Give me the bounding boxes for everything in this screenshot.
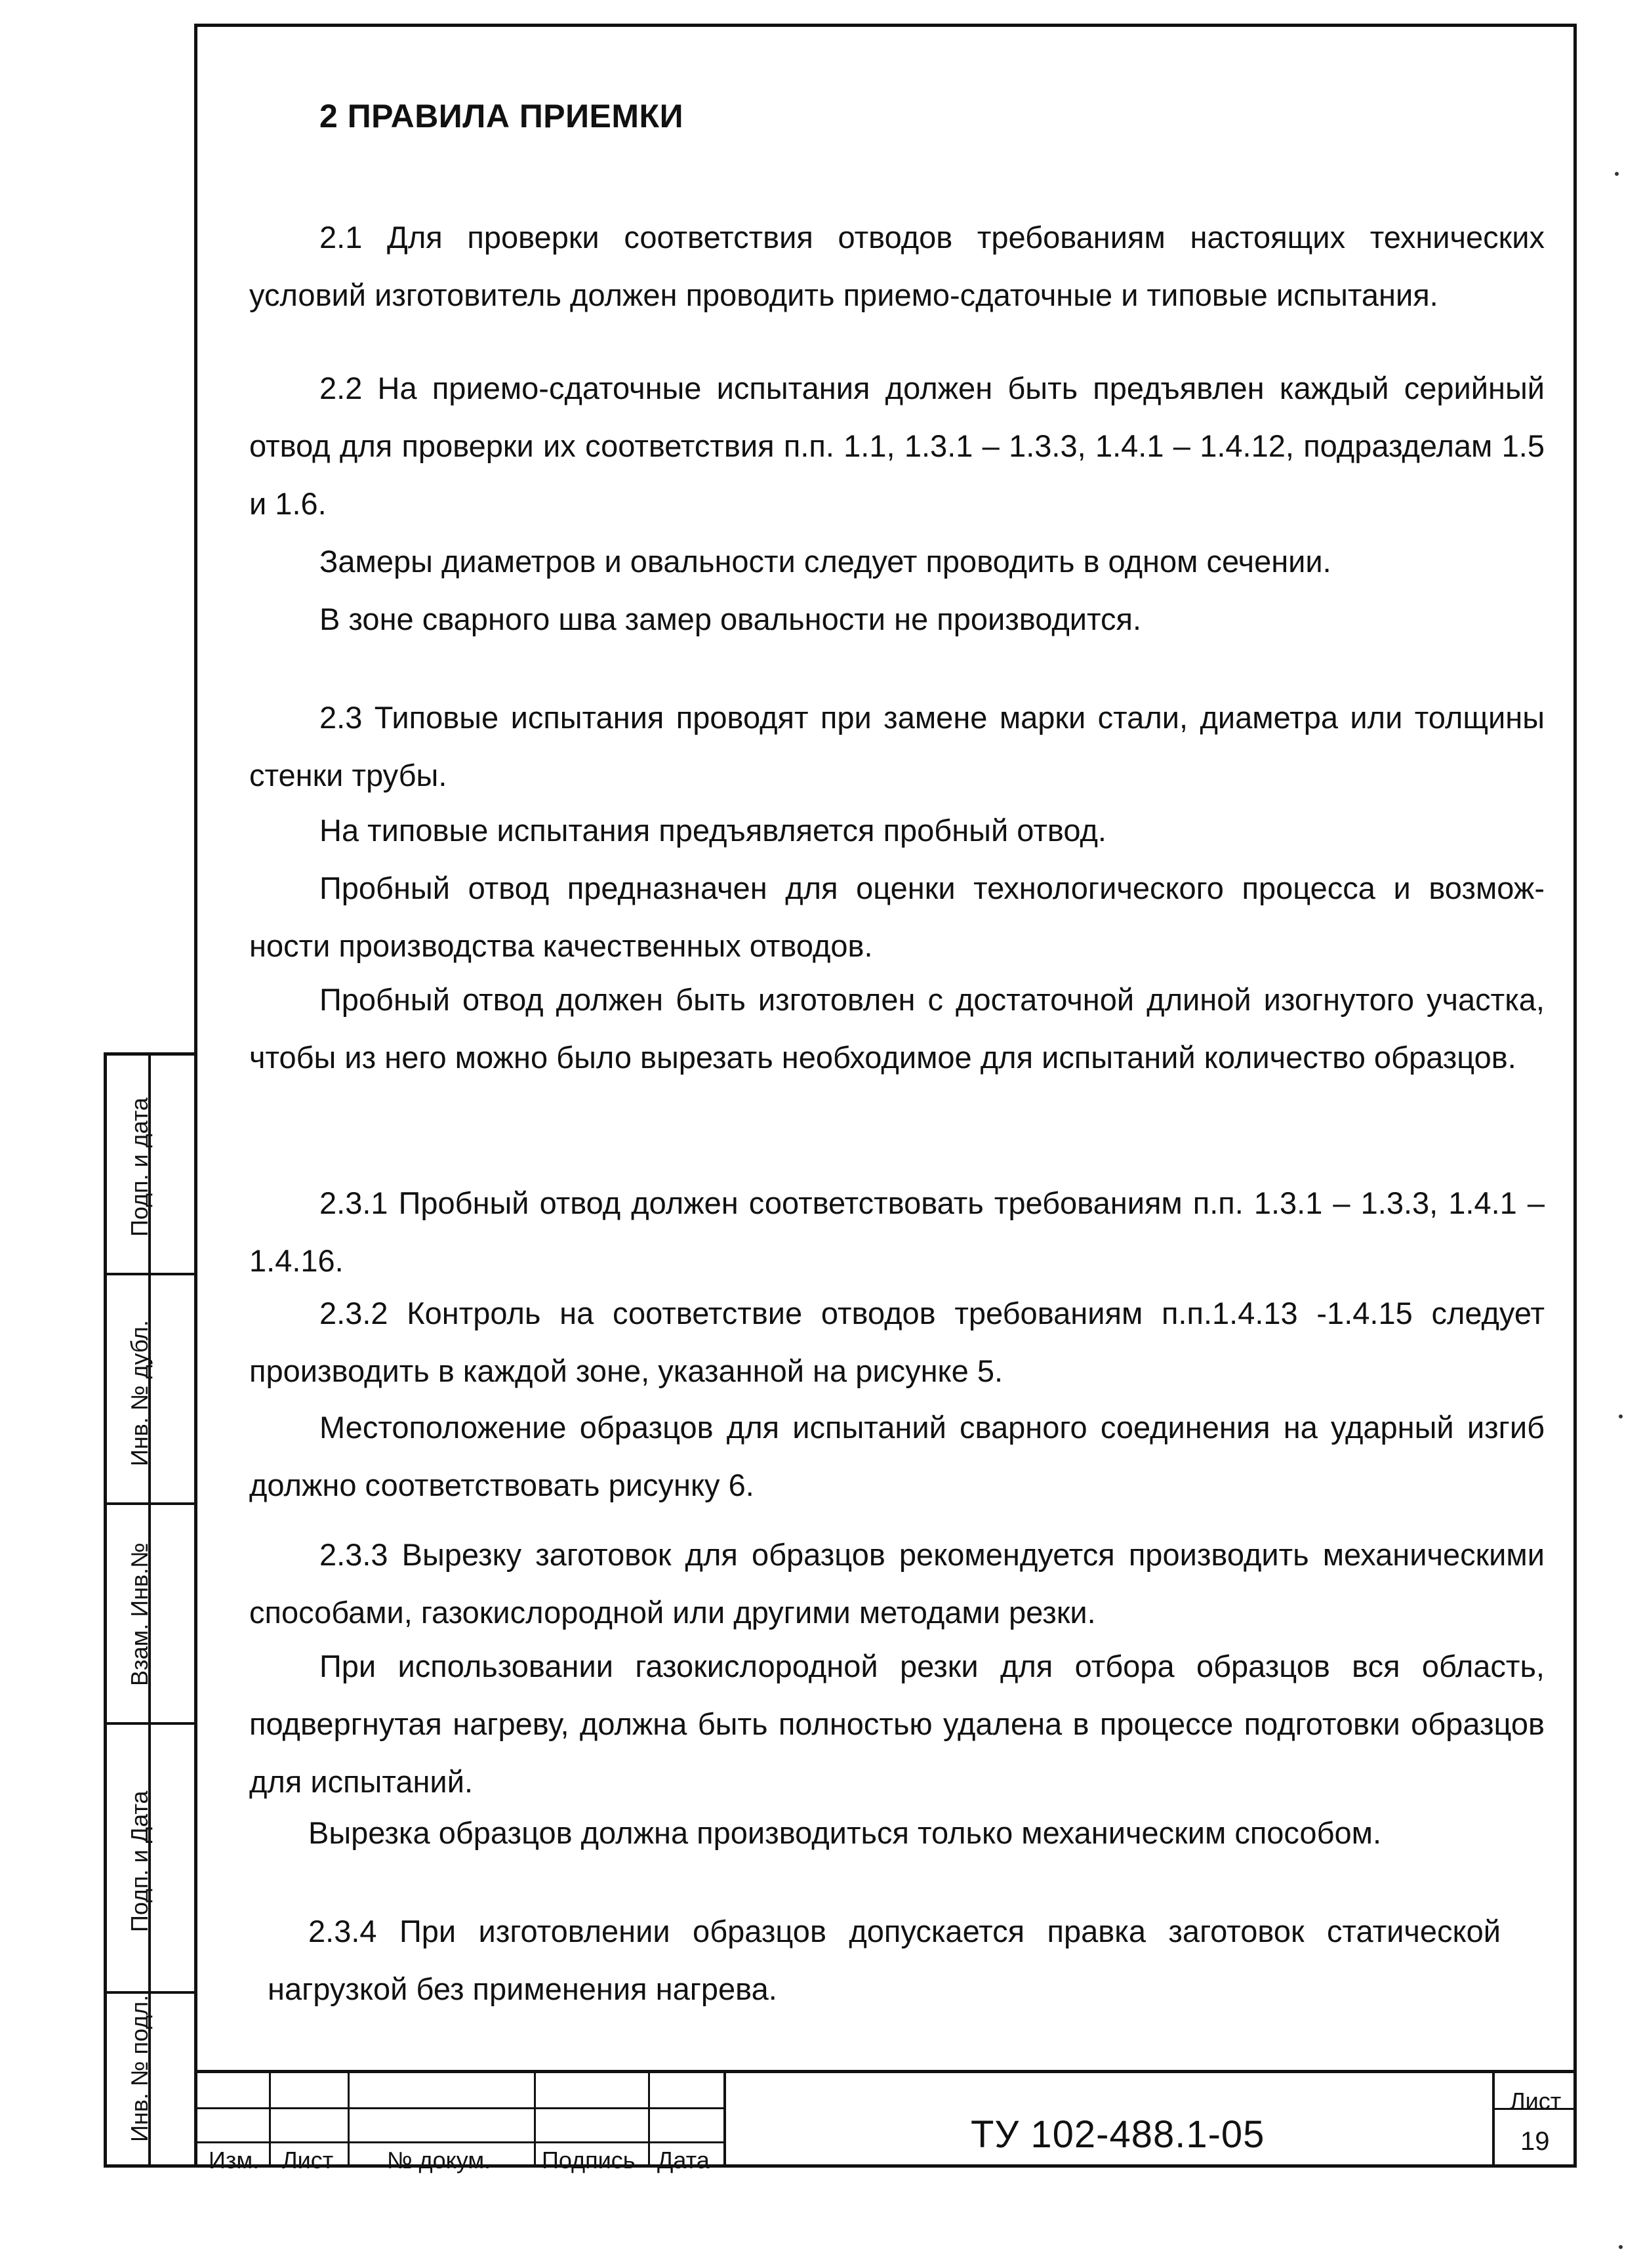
paragraph-trial-sample: На типовые испытания предъявляется пробный отвод. xyxy=(319,813,1106,848)
title-block-col-line xyxy=(1492,2070,1495,2168)
title-block-top-line xyxy=(194,2070,1577,2073)
col-label-list: Лист xyxy=(282,2147,334,2174)
paragraph-2-3-1: 2.3.1 Пробный отвод должен соответствовать требованиям п.п. 1.3.1 – 1.3.3, 1.4.1 – 1.4.16. xyxy=(249,1186,1545,1278)
col-label-izm: Изм. xyxy=(209,2147,260,2174)
binding-strip-row-divider xyxy=(104,1502,194,1505)
col-label-sign: Подпись xyxy=(542,2147,636,2174)
paragraph-gas-cutting: При использовании газокислородной резки для отбора образцов вся область, подвергнутая нагреву, должна быть полностью удалена в процессе подготовки образцов для испытаний. xyxy=(249,1649,1545,1799)
paragraph-2-3: 2.3 Типовые испытания проводят при замене марки стали, диаметра или толщины стенки трубы. xyxy=(249,700,1545,793)
scan-speck xyxy=(1619,2245,1623,2249)
col-label-date: Дата xyxy=(657,2147,710,2174)
title-block-col-line xyxy=(534,2070,536,2168)
binding-strip-row-divider xyxy=(104,1991,194,1994)
title-block-col-line xyxy=(348,2070,350,2168)
paragraph-impact-location: Местоположение образцов для испытаний сварного соединения на ударный изгиб должно соответствовать рисунку 6. xyxy=(249,1410,1545,1502)
sheet-label: Лист xyxy=(1510,2088,1562,2114)
title-block-col-line xyxy=(723,2070,726,2168)
scan-speck xyxy=(1615,172,1619,176)
title-block-row-line xyxy=(194,2141,725,2143)
side-label-original-inv: Инв. № подл. xyxy=(126,1994,153,2142)
sheet-number: 19 xyxy=(1520,2127,1550,2156)
side-label-sign-date: Подп. и дата xyxy=(126,1097,153,1237)
paragraph-trial-length: Пробный отвод должен быть изготовлен с достаточной длиной изогнутого участка, чтобы из него можно было вырезать необходимое для испытаний количество образцов. xyxy=(249,982,1545,1075)
title-block-row-line xyxy=(194,2107,725,2109)
paragraph-weld-zone: В зоне сварного шва замер овальности не производится. xyxy=(319,602,1142,636)
side-label-replace-inv: Взам. Инв.№ xyxy=(126,1542,153,1686)
paragraph-measurements: Замеры диаметров и овальности следует проводить в одном сечении. xyxy=(319,544,1331,579)
paragraph-2-1: 2.1 Для проверки соответствия отводов требованиям настоящих технических условий изготовитель должен проводить приемо-сдаточные и типовые испытания. xyxy=(249,220,1545,312)
binding-strip-row-divider xyxy=(104,1273,194,1275)
side-label-sign-date-2: Подп. и Дата xyxy=(126,1790,153,1932)
title-block-col-line xyxy=(269,2070,271,2168)
section-heading: 2 ПРАВИЛА ПРИЕМКИ xyxy=(319,98,684,134)
paragraph-2-3-2: 2.3.2 Контроль на соответствие отводов требованиям п.п.1.4.13 -1.4.15 следует производить в каждой зоне, указанной на рисунке 5. xyxy=(249,1296,1545,1388)
paragraph-trial-purpose: Пробный отвод предназначен для оценки технологического процесса и возмож-ности производства качественных отводов. xyxy=(249,871,1545,963)
scan-speck xyxy=(1619,1414,1623,1418)
binding-strip-row-divider xyxy=(104,1722,194,1725)
paragraph-2-2: 2.2 На приемо-сдаточные испытания должен быть предъявлен каждый серийный отвод для проверки их соответствия п.п. 1.1, 1.3.1 – 1.3.3, 1.4.1 – 1.4.12, подразделам 1.5 и 1.6. xyxy=(249,371,1545,521)
side-label-dup-inv: Инв. № дубл. xyxy=(126,1320,153,1466)
paragraph-mechanical-only: Вырезка образцов должна производиться только механическим способом. xyxy=(308,1815,1382,1850)
title-block-col-line xyxy=(648,2070,650,2168)
paragraph-2-3-3: 2.3.3 Вырезку заготовок для образцов рекомендуется производить механическими способами, газокислородной или другими методами резки. xyxy=(249,1537,1545,1630)
document-code: ТУ 102-488.1-05 xyxy=(971,2113,1265,2156)
col-label-doc: № докум. xyxy=(387,2147,491,2174)
paragraph-2-3-4: 2.3.4 При изготовлении образцов допускается правка заготовок статической нагрузкой без применения нагрева. xyxy=(268,1914,1501,2006)
